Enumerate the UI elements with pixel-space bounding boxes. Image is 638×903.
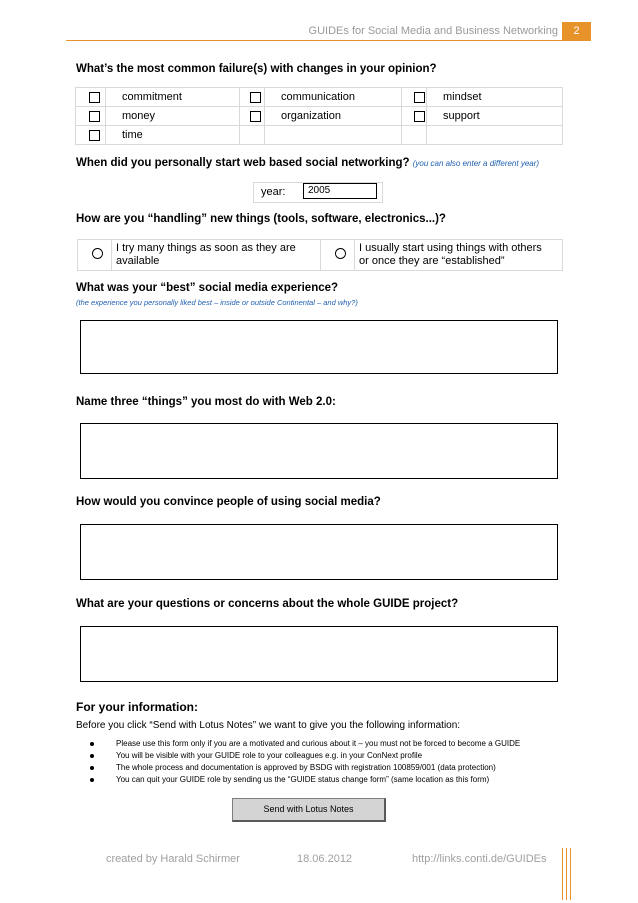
info-bullets (86, 738, 520, 786)
question-convince: How would you convince people of using social media? (76, 496, 381, 508)
option-label: organization (265, 107, 402, 126)
footer-accent-line (570, 848, 571, 900)
concerns-input[interactable] (80, 626, 558, 682)
radio-early-adopter[interactable] (78, 240, 112, 271)
checkbox-support[interactable] (402, 107, 427, 126)
best-experience-input[interactable] (80, 320, 558, 374)
radio-icon[interactable] (335, 248, 346, 259)
option-late-line1: I usually start using things with others (359, 242, 542, 254)
question-handling: How are you “handling” new things (tools, software, electronics...)? (76, 213, 446, 225)
page-number: 2 (562, 22, 591, 40)
bullet-icon (90, 754, 94, 758)
failures-options-grid (75, 87, 563, 145)
year-label: year: (261, 186, 286, 198)
question-best-experience: What was your “best” social media experience? (76, 282, 339, 294)
footer-accent-line (566, 848, 567, 900)
option-label: communication (265, 88, 402, 107)
option-label: commitment (106, 88, 240, 107)
checkbox-time[interactable] (76, 126, 106, 145)
list-item: Please use this form only if you are a motivated and curious about it – you must not be forced to become a GUIDE (86, 738, 520, 750)
header-title: GUIDEs for Social Media and Business Networking (308, 25, 558, 37)
question-web20: Name three “things” you most do with Web 2.0: (76, 396, 336, 408)
checkbox-commitment[interactable] (76, 88, 106, 107)
checkbox-icon[interactable] (414, 111, 425, 122)
option-label: money (106, 107, 240, 126)
footer-date: 18.06.2012 (297, 853, 353, 865)
best-experience-subtitle: (the experience you personally liked best – inside or outside Continental – and why?) (76, 298, 358, 307)
header-divider (66, 40, 591, 41)
checkbox-mindset[interactable] (402, 88, 427, 107)
bullet-icon (90, 742, 94, 746)
checkbox-icon[interactable] (89, 92, 100, 103)
question-concerns: What are your questions or concerns about the whole GUIDE project? (76, 598, 459, 610)
option-label: mindset (427, 88, 563, 107)
radio-icon[interactable] (92, 248, 103, 259)
option-early-line2: available (116, 255, 160, 267)
radio-late-adopter[interactable] (321, 240, 355, 271)
option-label: support (427, 107, 563, 126)
bullet-icon (90, 766, 94, 770)
checkbox-money[interactable] (76, 107, 106, 126)
list-item: The whole process and documentation is approved by BSDG with registration 100859/001 (data protection) (86, 762, 520, 774)
handling-options (77, 239, 563, 271)
info-intro: Before you click “Send with Lotus Notes” we want to give you the following information: (76, 720, 461, 731)
checkbox-communication[interactable] (240, 88, 265, 107)
footer-url[interactable]: http://links.conti.de/GUIDEs (412, 853, 547, 865)
list-item: You can quit your GUIDE role by sending us the “GUIDE status change form” (same location as this form) (86, 774, 520, 786)
footer-author: created by Harald Schirmer (106, 853, 240, 865)
option-early-line1: I try many things as soon as they are (116, 242, 296, 254)
checkbox-organization[interactable] (240, 107, 265, 126)
bullet-icon (90, 778, 94, 782)
year-hint: (you can also enter a different year) (412, 159, 540, 168)
checkbox-icon[interactable] (250, 92, 261, 103)
option-label: time (106, 126, 240, 145)
checkbox-icon[interactable] (414, 92, 425, 103)
question-failures: What’s the most common failure(s) with changes in your opinion? (76, 63, 437, 75)
checkbox-icon[interactable] (89, 130, 100, 141)
checkbox-icon[interactable] (250, 111, 261, 122)
footer-accent-line (562, 848, 563, 900)
checkbox-icon[interactable] (89, 111, 100, 122)
info-heading: For your information: (76, 700, 198, 714)
option-late-line2: or once they are “established” (359, 255, 505, 267)
send-with-lotus-notes-button[interactable]: Send with Lotus Notes (232, 798, 386, 822)
list-item: You will be visible with your GUIDE role to your colleagues e.g. in your ConNext profile (86, 750, 520, 762)
web20-input[interactable] (80, 423, 558, 479)
convince-input[interactable] (80, 524, 558, 580)
year-input[interactable]: 2005 (303, 183, 377, 199)
question-start-year: When did you personally start web based social networking? (you can also enter a different year) (76, 157, 540, 169)
